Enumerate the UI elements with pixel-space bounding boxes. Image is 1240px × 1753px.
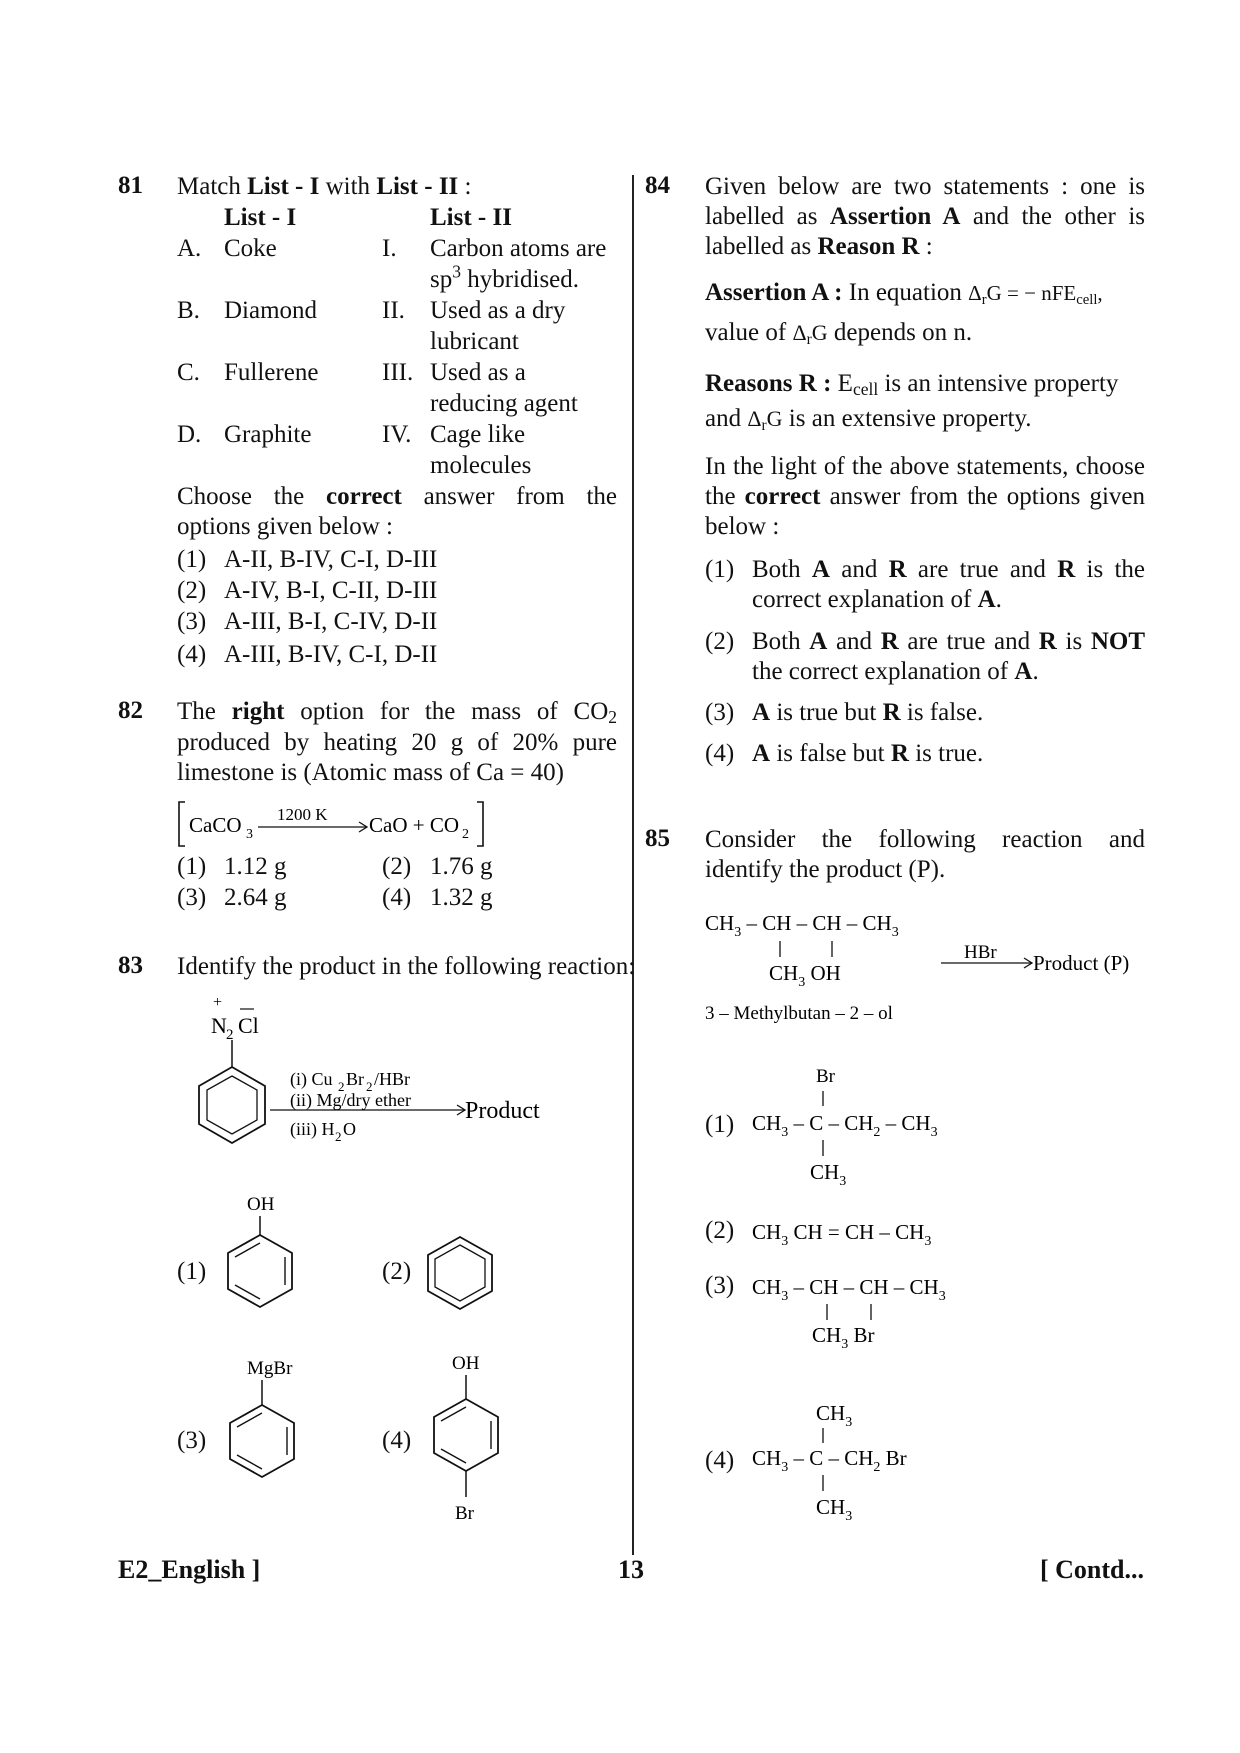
option-number: (4)	[705, 1447, 735, 1474]
row-key: B.	[177, 297, 200, 324]
svg-text:CH3 – CH – CH – CH3: $CH_3$ – CH – CH – $CH_3$	[705, 911, 899, 940]
reaction-condition: 1200 K	[277, 805, 328, 824]
option-number: (4)	[382, 1427, 412, 1454]
svg-text:CH3 CH = CH – CH3: $CH_3$ CH = CH – $CH_3$	[752, 1220, 932, 1249]
reaction-scheme	[703, 905, 1153, 1030]
footer-continued: [ Contd...	[1040, 1555, 1145, 1584]
svg-text:CH3 Br: $CH_3$ Br	[812, 1323, 875, 1350]
assertion-statement-cont: value of $\Delta_rG$ depends on n.	[705, 319, 973, 348]
assertion-statement: Assertion A : In equation $\Delta_rG$ = − nFE$_{cell}$,	[705, 279, 1103, 308]
svg-text:2: 2	[366, 1079, 373, 1094]
row-roman: II.	[382, 297, 405, 324]
question-number: 81	[118, 172, 143, 199]
svg-text:2: 2	[335, 1129, 342, 1144]
svg-text:(ii) Mg/dry ether: (ii) Mg/dry ether	[290, 1090, 411, 1110]
row-item: Graphite	[224, 421, 312, 448]
option-2[interactable]: Both A and R are true and R is NOT the correct explanation of A.	[752, 628, 1145, 685]
caco3-equation	[177, 800, 497, 850]
row-desc-cont: lubricant	[430, 328, 519, 355]
row-desc-cont: molecules	[430, 452, 532, 479]
svg-text:(i) Cu: (i) Cu	[290, 1069, 333, 1089]
svg-text:(iii) H: (iii) H	[290, 1119, 335, 1139]
option-1[interactable]: 1.12 g	[224, 853, 287, 880]
row-key: C.	[177, 359, 200, 386]
option-4[interactable]: A is false but R is true.	[752, 740, 984, 767]
option-number: (2)	[382, 1258, 412, 1285]
svg-text:3: 3	[246, 827, 253, 842]
option-1-structure[interactable]	[750, 1060, 1000, 1190]
option-4[interactable]: A-III, B-IV, C-I, D-II	[224, 641, 438, 668]
option-1[interactable]: A-II, B-IV, C-I, D-III	[224, 546, 438, 573]
list2-header: List - II	[430, 204, 512, 231]
svg-text:CH3: $CH_3$	[810, 1160, 847, 1189]
svg-text:2: 2	[462, 827, 469, 842]
row-desc: Used as a dry	[430, 297, 566, 324]
product-label: Product	[465, 1098, 540, 1124]
question-prompt: Consider the following reaction and identify the product (P).	[705, 826, 1145, 883]
question-prompt-cont: produced by heating 20 g of 20% pure limestone is (Atomic mass of Ca = 40)	[177, 729, 617, 786]
column-divider	[632, 175, 634, 1555]
svg-text:CH3 – CH – CH – CH3: $CH_3$ – CH – CH – $CH_3$	[752, 1275, 946, 1304]
row-desc: Used as a	[430, 359, 526, 386]
option-number: (4)	[705, 740, 735, 767]
question-number: 83	[118, 952, 143, 979]
option-number: (2)	[705, 1217, 735, 1244]
svg-text:Product (P): Product (P)	[1033, 951, 1130, 975]
svg-text:Cl: Cl	[238, 1013, 259, 1038]
diazonium-reaction	[170, 995, 570, 1165]
row-desc-cont: $sp^3$ hybridised.	[430, 261, 580, 293]
option-4-structure[interactable]	[750, 1395, 1000, 1525]
svg-text:CH3 OH: $CH_3$ OH	[769, 961, 841, 990]
row-item: Fullerene	[224, 359, 319, 386]
question-number: 85	[645, 825, 670, 852]
svg-text:CH3 – C – CH2 – CH3: $CH_3$ – C – $CH_2 - CH_3$	[752, 1111, 938, 1140]
instruction: In the light of the above statements, choose the correct answer from the options given below :	[705, 453, 1145, 540]
svg-text:CH3 – C – CH2 Br: $CH_3$ – C – $CH_2$ Br	[752, 1446, 907, 1475]
option-number: (2)	[705, 628, 735, 655]
svg-text:Br: Br	[455, 1503, 474, 1524]
question-prompt: Match List - I with List - II :	[177, 173, 472, 200]
row-desc: Carbon atoms are	[430, 235, 607, 262]
option-3[interactable]: 2.64 g	[224, 884, 287, 911]
option-number: (3)	[177, 1427, 207, 1454]
option-3[interactable]: A-III, B-I, C-IV, D-II	[224, 608, 438, 635]
row-desc-cont: reducing agent	[430, 390, 578, 417]
option-number: (3)	[705, 1272, 735, 1299]
svg-text:MgBr: MgBr	[247, 1358, 293, 1379]
svg-text:Br: Br	[816, 1066, 835, 1087]
footer-paper-code: E2_English ]	[118, 1555, 261, 1584]
row-item: Coke	[224, 235, 277, 262]
option-number: (1)	[177, 546, 207, 573]
svg-text:O: O	[343, 1119, 356, 1139]
question-prompt: The right option for the mass of $CO_2$	[177, 698, 617, 727]
option-number: (3)	[177, 608, 207, 635]
instruction: Choose the correct answer from the options given below :	[177, 483, 617, 540]
option-number: (2)	[177, 577, 207, 604]
option-3[interactable]: A is true but R is false.	[752, 699, 984, 726]
question-number: 82	[118, 697, 143, 724]
option-4[interactable]: 1.32 g	[430, 884, 493, 911]
option-1[interactable]: Both A and R are true and R is the correct explanation of A.	[752, 556, 1145, 613]
row-key: A.	[177, 235, 202, 262]
svg-text:OH: OH	[452, 1353, 480, 1374]
list1-header: List - I	[224, 204, 297, 231]
svg-text:3 – Methylbutan – 2 – ol: 3 – Methylbutan – 2 – ol	[705, 1003, 893, 1024]
row-roman: III.	[382, 359, 414, 386]
question-number: 84	[645, 172, 670, 199]
option-number: (1)	[177, 853, 207, 880]
option-3-phenylmagnesium-bromide[interactable]	[215, 1350, 315, 1485]
svg-text:HBr: HBr	[964, 942, 997, 963]
option-number: (1)	[705, 1111, 735, 1138]
question-intro: Given below are two statements : one is labelled as Assertion A and the other is labelled as Reason R :	[705, 173, 1146, 260]
option-number: (4)	[177, 641, 207, 668]
reason-statement: Reasons R : $E_{cell}$ is an intensive property	[705, 370, 1119, 399]
option-number: (3)	[705, 699, 735, 726]
reason-statement-cont: and $\Delta_rG$ is an extensive property.	[705, 405, 1032, 434]
option-2-benzene[interactable]	[420, 1233, 500, 1313]
option-number: (1)	[705, 556, 735, 583]
svg-text:2: 2	[226, 1027, 234, 1043]
svg-text:OH: OH	[247, 1194, 275, 1215]
page-number: 13	[618, 1555, 644, 1584]
row-roman: IV.	[382, 421, 412, 448]
svg-text:CH3: $CH_3$	[816, 1495, 853, 1524]
option-2[interactable]: 1.76 g	[430, 853, 493, 880]
option-3-structure[interactable]	[750, 1270, 1000, 1350]
svg-text:CaO + CO: CaO + CO	[369, 813, 460, 837]
svg-text:CH3: $CH_3$	[816, 1401, 853, 1430]
row-key: D.	[177, 421, 202, 448]
option-number: (1)	[177, 1258, 207, 1285]
question-prompt: Identify the product in the following reaction:	[177, 953, 636, 980]
option-1-phenol[interactable]	[215, 1187, 295, 1317]
option-2[interactable]: A-IV, B-I, C-II, D-III	[224, 577, 438, 604]
svg-text:Br: Br	[346, 1069, 364, 1089]
option-number: (2)	[382, 853, 412, 880]
row-roman: I.	[382, 235, 397, 262]
svg-text:+: +	[213, 995, 223, 1011]
option-number: (3)	[177, 884, 207, 911]
svg-text:/HBr: /HBr	[374, 1069, 410, 1089]
svg-text:CaCO: CaCO	[189, 813, 242, 837]
svg-text:2: 2	[338, 1079, 345, 1094]
row-desc: Cage like	[430, 421, 526, 448]
svg-text:N: N	[211, 1013, 227, 1038]
option-4-4-bromophenol[interactable]	[425, 1347, 505, 1527]
option-2-structure[interactable]	[750, 1215, 1000, 1255]
row-item: Diamond	[224, 297, 318, 324]
option-number: (4)	[382, 884, 412, 911]
